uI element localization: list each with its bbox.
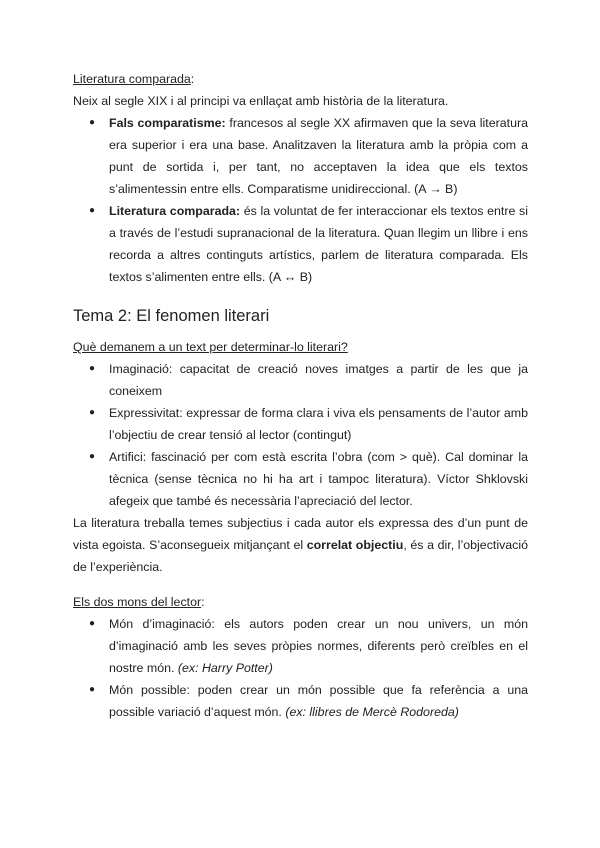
bullet-icon: ● <box>89 117 96 128</box>
example-note: (ex: Harry Potter) <box>177 661 273 675</box>
list-item-text: Món possible: poden crear un món possible que fa referència a una possible variació d’aquest món. <box>109 683 528 719</box>
section-heading-text: Els dos mons del lector <box>73 595 202 609</box>
bullet-list <box>73 613 528 723</box>
list-item-text: Expressivitat: expressar de forma clara i viva els pensaments de l’autor amb l’objectiu de crear tensió al lector (contingut) <box>109 406 528 442</box>
question-heading <box>73 336 528 358</box>
document-content <box>73 68 528 723</box>
list-item-text: Món d’imaginació: els autors poden crear un nou univers, un món d’imaginació amb les seves pròpies normes, diferents però creïbles en el nostre món. <box>109 617 528 675</box>
list-item <box>73 112 528 200</box>
list-item <box>73 402 528 446</box>
bullet-icon: ● <box>89 618 96 629</box>
list-item <box>73 200 528 288</box>
term: Literatura comparada: <box>109 204 241 218</box>
section-heading: Els dos mons del lector: <box>73 595 205 609</box>
section-title: Tema 2: El fenomen literari <box>73 307 270 325</box>
list-item-text: Imaginació: capacitat de creació noves imatges a partir de les que ja coneixem <box>109 362 528 398</box>
bullet-icon: ● <box>89 451 96 462</box>
bullet-list <box>73 112 528 288</box>
bullet-list <box>73 358 528 512</box>
bullet-icon: ● <box>89 684 96 695</box>
spacer <box>73 578 528 591</box>
list-item-text: Artifici: fascinació per com està escrita l’obra (com > què). Cal dominar la tècnica (sense tècnica no hi ha art i tampoc literatura). Víctor Shklovski afegeix que també és necessària l’apreciació del lector. <box>109 450 528 508</box>
definition: francesos al segle XX afirmaven que la seva literatura era superior i era una base. Analitzaven la literatura amb la pròpia com a punt de sortida i, per tant, no acceptaven la idea que els textos s’alimentessin entre ells. Comparatisme unidireccional. (A → B) <box>109 116 528 196</box>
bullet-icon: ● <box>89 407 96 418</box>
key-term: correlat objectiu <box>306 538 404 552</box>
term: Fals comparatisme: <box>109 116 226 130</box>
section-heading: Literatura comparada: <box>73 72 195 86</box>
example-note: (ex: llibres de Mercè Rodoreda) <box>285 705 459 719</box>
section-heading-text: Literatura comparada <box>73 72 191 86</box>
list-item <box>73 358 528 402</box>
definition: és la voluntat de fer interaccionar els textos entre si a través de l’estudi supranacional de la literatura. Quan llegim un llibre i ens recorda a altres continguts artístics, parlem de literatura comparada. Els textos s’alimenten entre ells. (A ↔ B) <box>109 204 528 284</box>
bullet-icon: ● <box>89 363 96 374</box>
list-item <box>73 613 528 679</box>
list-item <box>73 679 528 723</box>
list-item <box>73 446 528 512</box>
question-heading-text: Què demanem a un text per determinar-lo literari? <box>73 340 348 354</box>
body-paragraph: La literatura treballa temes subjectius i cada autor els expressa des d’un punt de vista egoista. S’aconsegueix mitjançant el correlat objectiu, és a dir, l’objectivació de l’experiència. <box>73 516 529 574</box>
intro-paragraph: Neix al segle XIX i al principi va enllaçat amb història de la literatura. <box>73 94 449 108</box>
bullet-icon: ● <box>89 205 96 216</box>
